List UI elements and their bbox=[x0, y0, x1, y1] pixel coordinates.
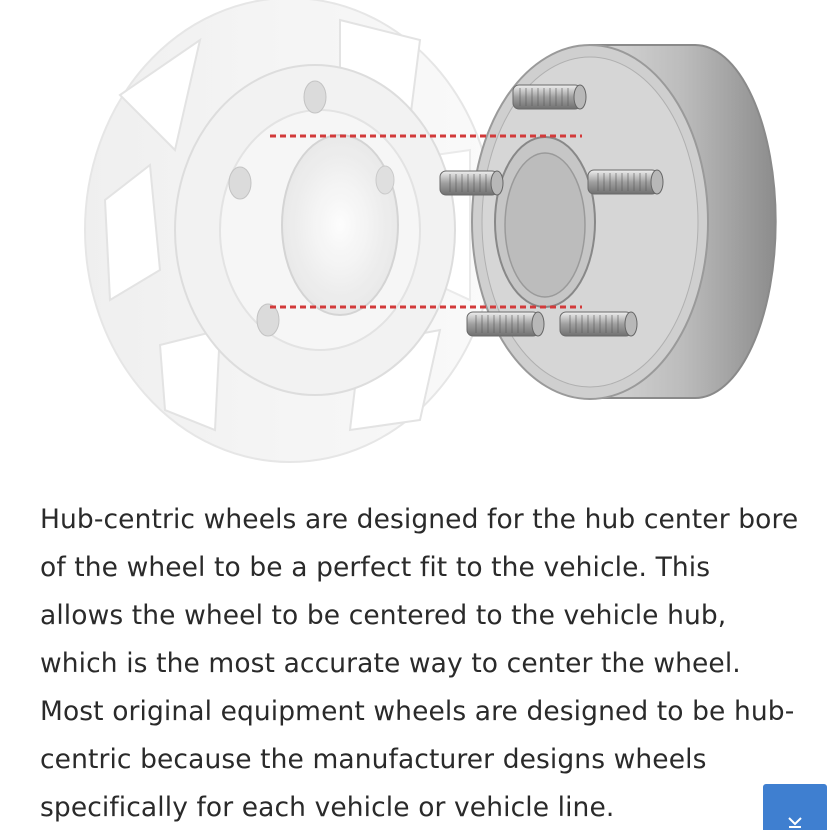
stud bbox=[440, 171, 503, 195]
stud bbox=[588, 170, 663, 194]
article-paragraph: Hub-centric wheels are designed for the hub center bore of the wheel to be a perfect fit to the vehicle. This allows the wheel to be centered to the vehicle hub, which is the most accurate way to center the wheel. Most original equipment wheels are designed to be hub-centric because the manufacturer designs wheels specifically for each vehicle or vehicle line. bbox=[40, 504, 799, 823]
wheel bbox=[85, 0, 495, 462]
scroll-down-button[interactable] bbox=[763, 784, 827, 830]
chevron-down-icon bbox=[786, 816, 804, 828]
stud bbox=[560, 312, 637, 336]
